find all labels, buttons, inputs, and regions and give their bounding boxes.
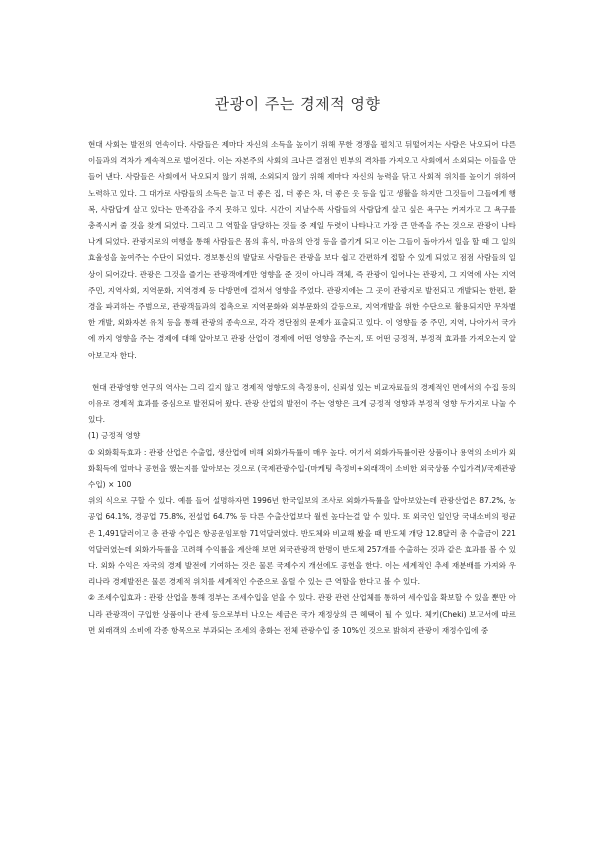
- intro-paragraph: 현대 사회는 발전의 연속이다. 사람들은 제마다 자신의 소득을 높이기 위해 무한 경쟁을 펼치고 뒤떨어지는 사람은 낙오되어 다른 이들과의 격차가 계속적으로 벌어진다. 이는 자본주의 사회의 크나큰 결점인 빈부의 격차를 가져오고 사회에서 소외되는 이들을 만들어 낸다. 사람들은 사회에서 낙오되지 않기 위해, 소외되지 않기 위해 제마다 자신의 능력을 닦고 사회적 위치를 높이기 위하여 노력하고 있다. 그 대가로 사람들의 소득은 늘고 더 좋은 집, 더 좋은 차, 더 좋은 옷 등을 입고 생활을 하지만 그것들이 그들에게 행복, 사람답게 살고 있다는 만족감을 주지 못하고 있다. 시간이 지날수록 사람들의 사람답게 살고 싶은 욕구는 커져가고 그 욕구를 충족시켜 줄 것을 찾게 되었다. 그리고 그 역할을 담당하는 것들 중 제일 두렷이 나타나고 가장 큰 만족을 주는 것으로 관광이 나타나게 되었다. 관광지로의 여행을 통해 사람들은 몸의 휴식, 마음의 안정 등을 즐기게 되고 이는 그들이 돌아가서 일을 할 때 그 일의 효율성을 높여주는 수단이 되었다. 경보통신의 발달로 사람들은 관광을 보다 쉽고 간편하게 접할 수 있게 되었고 점점 사람들의 일상이 되어갔다. 관광은 그것을 즐기는 관광객에게만 영향을 준 것이 아니라 객체, 즉 관광이 일어나는 관광지, 그 지역에 사는 지역주민, 지역사회, 지역문화, 지역경제 등 다방면에 걸쳐서 영향을 주었다. 관광지에는 그 곳이 관광지로 발전되고 개발되는 한편, 환경을 파괴하는 주범으로, 관광객들과의 접촉으로 지역문화와 외부문화의 갈등으로, 지역개발을 위한 수단으로 활용되지만 무차별한 개발, 외화자본 유치 등을 통해 관광의 종속으로, 각각 경단점의 문제가 표출되고 있다. 이 영향들 중 주민, 지역, 나아가서 국가에 까지 영향을 주는 경제에 대해 알아보고 관광 산업이 경제에 어떤 영향을 주는지, 또 어떤 긍정적, 부정적 효과를 가져오는지 알아보고자 한다.: [88, 140, 516, 360]
- section-heading: (1) 긍정적 영향: [88, 431, 141, 441]
- foreign-currency-item-continued: 위의 식으로 구할 수 있다. 예를 들어 설명하자면 1996년 한국일보의 조사로 외화가득률을 알아보았는데 관광산업은 87.2%, 농공업 64.1%, 경공업 75.8%, 전설업 64.7% 등 다른 수출산업보다 월씬 높다는걸 알 수 있다. 또 외국인 일인당 국내소비의 평균은 1,491달러이고 총 관광 수입은 항공운임포함 71억달러였다. 반도체와 비교해 봤을 때 반도체 개당 12.8달러 총 수출금이 221억달러였는데 외화가득률을 고려해 수익률을 계산해 보면 외국관광객 한명이 반도체 257개를 수출하는 것과 같은 효과를 볼 수 있다. 외화 수익은 자국의 경제 발전에 기여하는 것은 물론 국제수지 개선에도 공헌을 한다. 이는 세계적인 추세 재분배를 가져와 우리나라 경제발전은 물론 경제적 위치를 세계적인 수준으로 올릴 수 있는 큰 역할을 한다고 볼 수 있다.: [88, 496, 516, 587]
- foreign-currency-item: ① 외화획득효과 : 관광 산업은 수출업, 생산업에 비해 외화가득률이 매우 높다. 여기서 외화가득률이란 상품이나 용역의 소비가 외화획득에 얼마나 공헌을 했는지를 알아보는 것으로 (국제관광수입-(마케팅 측정비+외래객이 소비한 외국상품 수입가격)/국제관광수입) × 100: [88, 447, 516, 490]
- tax-revenue-item: ② 조세수입효과 : 관광 산업을 통해 정부는 조세수입을 얻을 수 있다. 관광 관련 산업체를 통하여 세수입을 확보할 수 있을 뿐만 아니라 관광객이 구입한 상품이나 관세 등으로부터 나오는 세금은 국가 재정상의 큰 혜택이 될 수 있다. 체키(Cheki) 보고서에 따르면 외래객의 소비에 각종 항목으로 부과되는 조세의 총화는 전체 관광수입 중 10%인 것으로 밝혀져 관광이 재정수입에 중: [88, 593, 516, 635]
- history-paragraph: 현대 관광영향 연구의 역사는 그리 길지 않고 경제적 영향도의 측정용이, 신뢰성 있는 비교자료들의 경제적인 면에서의 수집 등의 이유로 경제적 효과를 중심으로 발전되어 왔다. 관광 산업의 발전이 주는 영향은 크게 긍정적 영향과 부정적 영향 두가지로 나눌 수 있다.: [88, 382, 516, 425]
- document-title: 관광이 주는 경제적 영향: [214, 95, 381, 113]
- document-body: [88, 137, 516, 639]
